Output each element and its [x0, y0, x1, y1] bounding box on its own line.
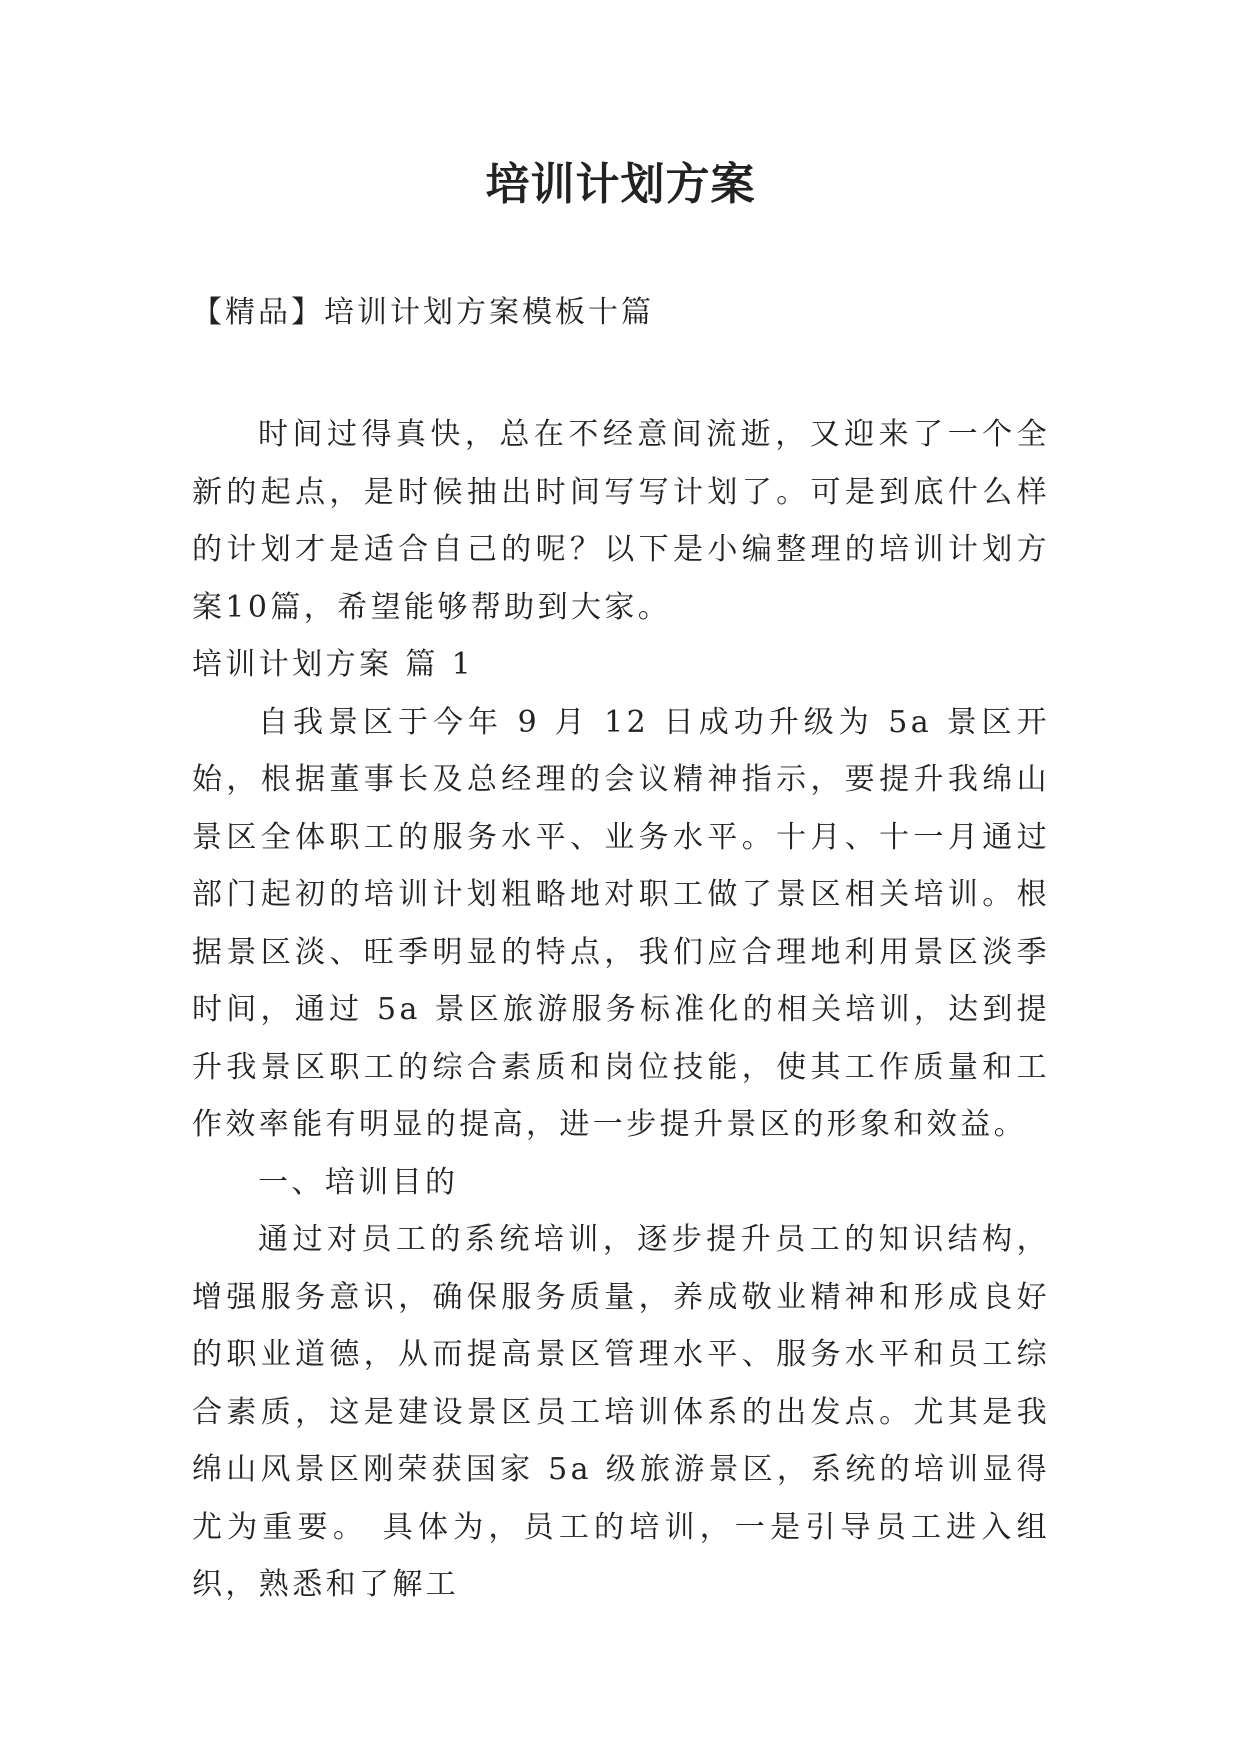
subsection-heading: 一、培训目的 [258, 1164, 459, 1200]
section-heading: 培训计划方案 篇 1 [192, 647, 475, 682]
document-subtitle: 【精品】培训计划方案模板十篇 [192, 295, 654, 330]
intro-paragraph: 时间过得真快，总在不经意间流逝，又迎来了一个全新的起点，是时候抽出时间写写计划了。可是到底什么样的计划才是适合自己的呢？以下是小编整理的培训计划方案10篇，希望能够帮助到大家。 [192, 417, 1050, 625]
document-body [192, 406, 1050, 1614]
body-paragraph: 自我景区于今年 9 月 12 日成功升级为 5a 景区开始，根据董事长及总经理的会议精神指示，要提升我绵山景区全体职工的服务水平、业务水平。十月、十一月通过部门起初的培训计划粗略地对职工做了景区相关培训。根据景区淡、旺季明显的特点，我们应合理地利用景区淡季时间，通过 5a 景区旅游服务标准化的相关培训，达到提升我景区职工的综合素质和岗位技能，使其工作质量和工作效率能有明显的提高，进一步提升景区的形象和效益。 [192, 704, 1050, 1142]
document-title: 培训计划方案 [485, 159, 756, 210]
body-paragraph: 通过对员工的系统培训，逐步提升员工的知识结构，增强服务意识，确保服务质量，养成敬业精神和形成良好的职业道德，从而提高景区管理水平、服务水平和员工综合素质，这是建设景区员工培训体系的出发点。尤其是我绵山风景区刚荣获国家 5a 级旅游景区，系统的培训显得尤为重要。 具体为，员工的培训，一是引导员工进入组织，熟悉和了解工 [192, 1222, 1050, 1602]
